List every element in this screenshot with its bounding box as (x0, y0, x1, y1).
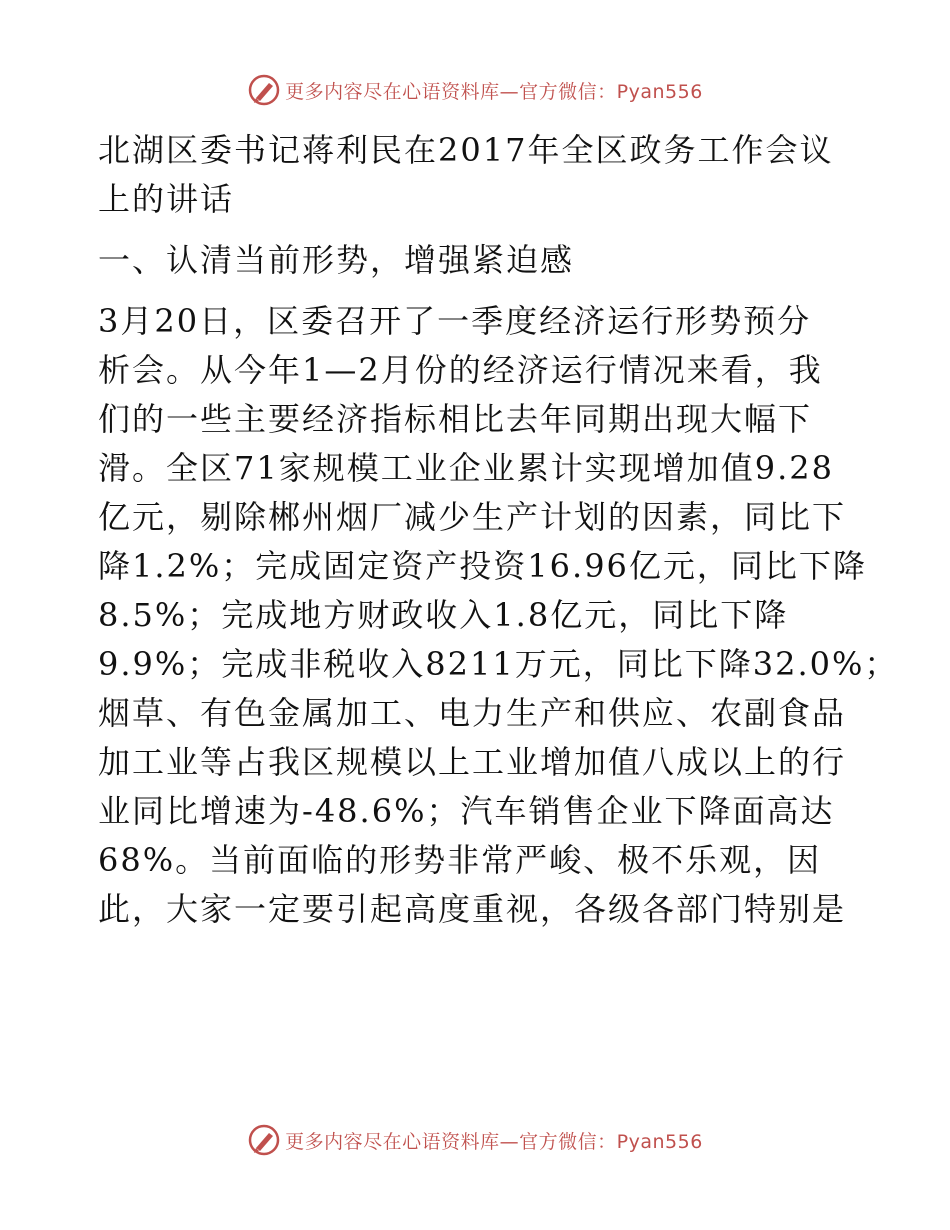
text-line: 们的一些主要经济指标相比去年同期出现大幅下 (98, 400, 813, 438)
pen-logo-icon (247, 1123, 281, 1157)
footer-watermark (0, 1120, 950, 1160)
title-line: 上的讲话 (98, 180, 235, 218)
text-line: 析会。从今年1—2月份的经济运行情况来看，我 (98, 351, 823, 389)
text-line: 业同比增速为-48.6%；汽车销售企业下降面高达 (98, 792, 835, 830)
watermark-text: 更多内容尽在心语资料库—官方微信：Pyan556 (285, 1130, 703, 1153)
pen-logo-icon (247, 73, 281, 107)
section-heading: 一、认清当前形势，增强紧迫感 (98, 241, 575, 279)
text-line: 亿元，剔除郴州烟厂减少生产计划的因素，同比下 (98, 498, 847, 536)
text-line: 此，大家一定要引起高度重视，各级各部门特别是 (98, 890, 847, 928)
text-line: 烟草、有色金属加工、电力生产和供应、农副食品 (98, 694, 847, 732)
title-line: 北湖区委书记蒋利民在2017年全区政务工作会议 (98, 131, 834, 169)
body-paragraph (98, 297, 899, 934)
text-line: 加工业等占我区规模以上工业增加值八成以上的行 (98, 743, 847, 781)
document-body (98, 120, 899, 934)
text-line: 滑。全区71家规模工业企业累计实现增加值9.28 (98, 449, 834, 487)
text-line: 68%。当前面临的形势非常严峻、极不乐观，因 (98, 841, 822, 879)
text-line: 8.5%；完成地方财政收入1.8亿元，同比下降 (98, 596, 789, 634)
text-line: 9.9%；完成非税收入8211万元，同比下降32.0%； (98, 645, 899, 683)
text-line: 降1.2%；完成固定资产投资16.96亿元，同比下降 (98, 547, 867, 585)
watermark-text: 更多内容尽在心语资料库—官方微信：Pyan556 (285, 80, 703, 103)
header-watermark (0, 70, 950, 110)
text-line: 3月20日，区委召开了一季度经济运行形势预分 (98, 302, 812, 340)
document-title (98, 126, 858, 224)
